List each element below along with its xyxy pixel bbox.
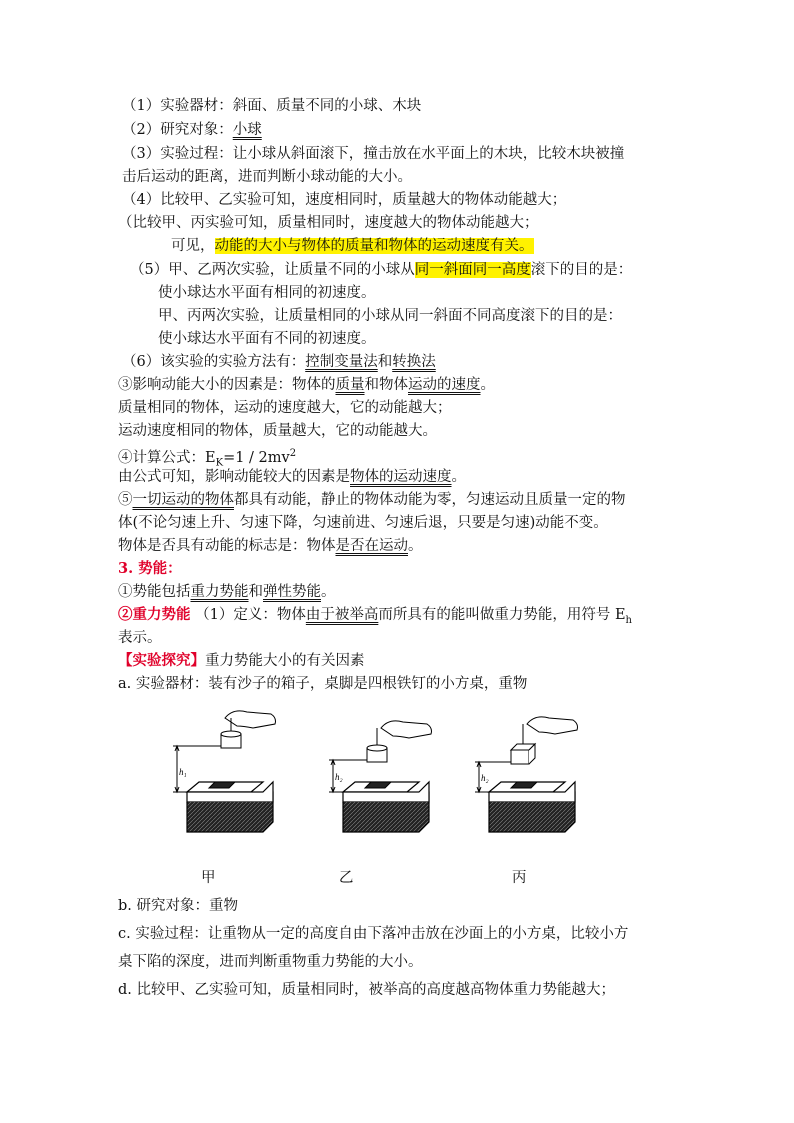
subscript: K (215, 457, 224, 469)
line-notation: 表示。 (118, 630, 162, 646)
line-compare-2: （比较甲、丙实验可知，质量相同时，速度越大的物体动能越大； (118, 215, 539, 231)
text: ④计算公式：E (118, 449, 216, 466)
setup-bing (475, 717, 578, 832)
line-mass-same: 质量相同的物体，运动的速度越大，它的动能越大； (118, 400, 452, 416)
underlined-text: 运动的速度 (408, 377, 481, 393)
line-experiment-heading (118, 651, 365, 671)
text: 可见， (171, 238, 215, 254)
height-label-h2: h₂ (481, 773, 489, 783)
subscript: h (625, 614, 632, 626)
line-compare-b: d. 比较甲、乙实验可知，质量相同时，被举高的高度越高物体重力势能越大； (118, 982, 615, 998)
underlined-text: 重力势能 (190, 584, 249, 600)
underlined-text: 控制变量法 (305, 354, 378, 370)
text: 滚下的目的是： (530, 262, 633, 278)
figure-label-yi: 乙 (339, 870, 354, 886)
underlined-text: 弹性势能 (263, 584, 321, 600)
underlined-text: 是否在运动 (335, 538, 408, 554)
experiment-figure (165, 700, 585, 850)
text: 物体是否具有动能的标志是：物体 (118, 538, 336, 554)
line-process-1: （3）实验过程：让小球从斜面滚下，撞击放在水平面上的木块，比较木块被撞 (122, 146, 625, 162)
text: ③影响动能大小的因素是：物体的 (118, 377, 336, 393)
line-q5-answer-2: 使小球达水平面有不同的初速度。 (158, 331, 376, 347)
line-compare-1: （4）比较甲、乙实验可知，速度相同时，质量越大的物体动能越大； (122, 192, 567, 208)
setup-jia (173, 711, 276, 832)
text: 。 (321, 584, 336, 600)
line-indicator (118, 536, 423, 556)
figure-label-jia: 甲 (201, 870, 216, 886)
line-process-2: 击后运动的距离，进而判断小球动能的大小。 (122, 169, 412, 185)
line-formula-conclusion (118, 467, 466, 487)
height-label-h2: h₂ (335, 772, 343, 782)
line-conclusion (171, 236, 534, 256)
text: 重力势能大小的有关因素 (205, 653, 365, 669)
text: 。 (408, 538, 423, 554)
underlined-text: 由于被举高 (305, 607, 379, 623)
red-heading: 【实验探究】 (118, 652, 205, 669)
figure-label-bing: 丙 (512, 870, 527, 886)
text: （5）甲、乙两次实验，让质量不同的小球从 (130, 262, 415, 278)
underlined-text: 一切运动的物体 (132, 492, 234, 508)
line-process-b-2: 桌下陷的深度，进而判断重物重力势能的大小。 (118, 954, 423, 970)
height-label-h1: h₁ (179, 767, 187, 777)
text: 。 (480, 377, 495, 393)
line-all-moving-1 (118, 490, 626, 510)
text: 和物体 (364, 377, 408, 393)
line-research-object (122, 120, 262, 140)
red-heading: ②重力势能 (118, 606, 191, 623)
text: （1）定义：物体 (195, 607, 306, 623)
underlined-text: 小球 (232, 122, 262, 138)
line-potential-types (118, 582, 336, 602)
text: =1 / 2mv (223, 449, 290, 466)
underlined-text: 物体的运动速度 (350, 469, 452, 485)
text: 都具有动能，静止的物体动能为零，匀速运动且质量一定的物 (234, 492, 626, 508)
underlined-text: 质量 (335, 377, 365, 393)
underlined-text: 转换法 (392, 354, 436, 370)
line-equipment: （1）实验器材：斜面、质量不同的小球、木块 (122, 98, 422, 114)
superscript: 2 (289, 448, 297, 459)
text: （2）研究对象： (122, 122, 233, 138)
line-factors (118, 375, 495, 395)
text: 。 (451, 469, 466, 485)
line-q5 (130, 260, 632, 280)
line-speed-same: 运动速度相同的物体，质量越大，它的动能越大。 (118, 423, 437, 439)
line-all-moving-2: 体(不论匀速上升、匀速下降，匀速前进、匀速后退，只要是匀速)动能不变。 (118, 515, 608, 531)
text: 和 (248, 584, 263, 600)
text: 由公式可知，影响动能较大的因素是 (118, 469, 350, 485)
text: （6）该实验的实验方法有： (122, 354, 306, 370)
line-process-b-1: c. 实验过程：让重物从一定的高度自由下落冲击放在沙面上的小方桌，比较小方 (118, 926, 629, 942)
text: ⑤ (118, 492, 133, 508)
highlighted-text: 动能的大小与物体的质量和物体的运动速度有关。 (214, 238, 534, 254)
text: 而所具有的能叫做重力势能，用符号 E (378, 607, 626, 623)
setup-yi (329, 721, 432, 832)
line-equipment-b: a. 实验器材：装有沙子的箱子，桌脚是四根铁钉的小方桌，重物 (118, 676, 528, 692)
line-gravity-definition (118, 605, 632, 631)
text: ①势能包括 (118, 584, 191, 600)
line-research-object-b: b. 研究对象：重物 (118, 898, 238, 914)
text: 和 (377, 354, 393, 370)
line-q5-answer-1: 使小球达水平面有相同的初速度。 (158, 285, 376, 301)
line-methods (122, 352, 436, 372)
section-heading-potential-energy: 3. 势能： (118, 560, 182, 577)
line-q5-question-2: 甲、丙两次实验，让质量相同的小球从同一斜面不同高度滚下的目的是： (158, 308, 622, 324)
highlighted-text: 同一斜面同一高度 (414, 262, 531, 278)
